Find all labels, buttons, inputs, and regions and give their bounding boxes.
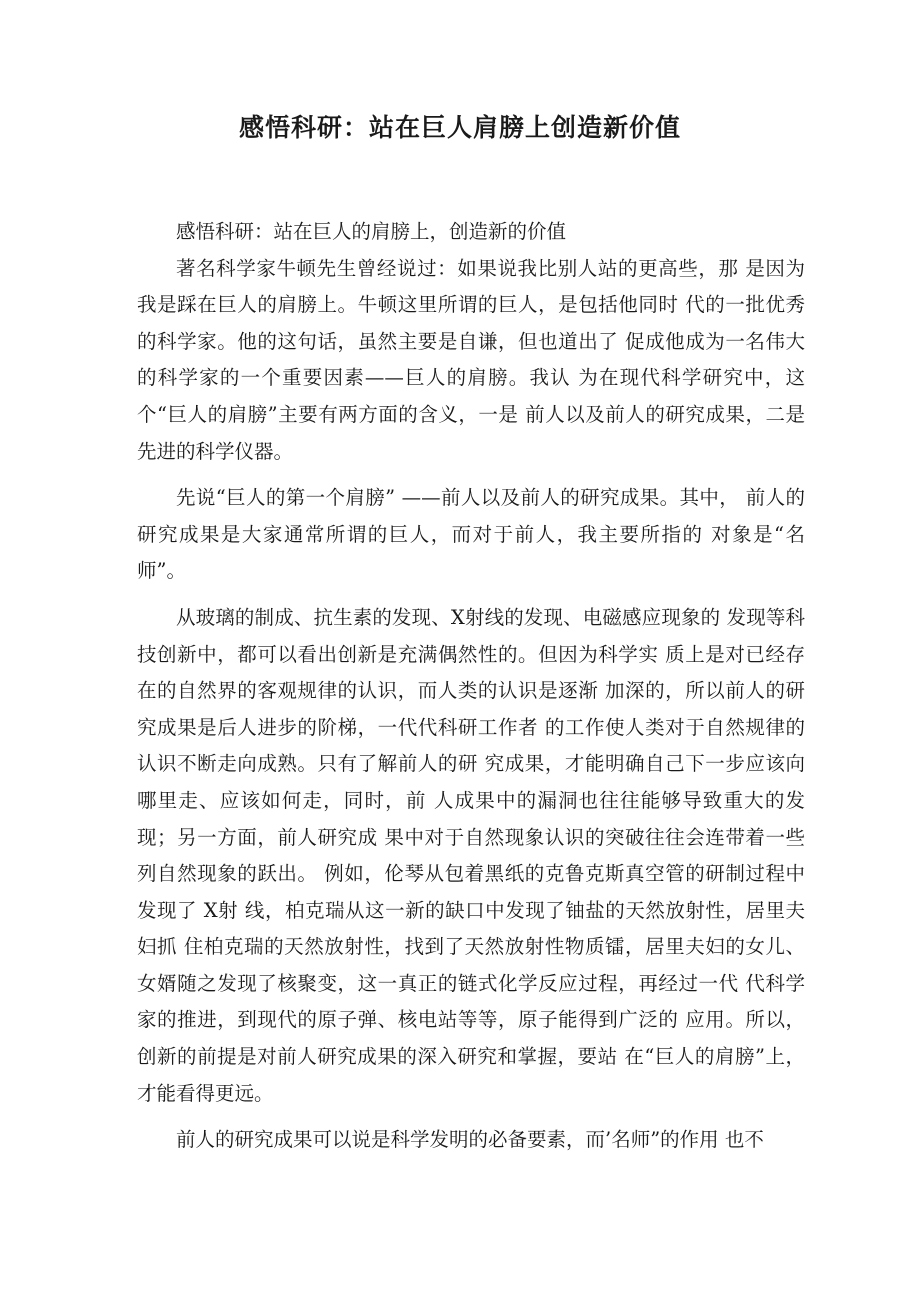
paragraph-discoveries: 从玻璃的制成、抗生素的发现、X射线的发现、电磁感应现象的 发现等科技创新中，都可以看出创新是充满偶然性的。但因为科学实 质上是对已经存在的自然界的客观规律的认识，而人类的认识是逐渐 加深的，所以前人的研究成果是后人进步的阶梯，一代代科研工作者 的工作使人类对于自然规律的认识不断走向成熟。只有了解前人的研 究成果，才能明确自己下一步应该向哪里走、应该如何走，同时，前 人成果中的漏洞也往往能够导致重大的发现；另一方面，前人研究成 果中对于自然现象认识的突破往往会连带着一些列自然现象的跃出。 例如，伦琴从包着黑纸的克鲁克斯真空管的研制过程中发现了 X射 线，柏克瑞从这一新的缺口中发现了铀盐的天然放射性，居里夫妇抓 住柏克瑞的天然放射性，找到了天然放射性物质镭，居里夫妇的女儿、 女婿随之发现了核聚变，这一真正的链式化学反应过程，再经过一代 代科学家的推进，到现代的原子弹、核电站等等，原子能得到广泛的 应用。所以，创新的前提是对前人研究成果的深入研究和掌握，要站 在“巨人的肩膀”上，才能看得更远。 [137, 605, 805, 1105]
document-title: 感悟科研：站在巨人肩膀上创造新价值 [238, 113, 681, 142]
paragraph-first-shoulder: 先说“巨人的第一个肩膀” ——前人以及前人的研究成果。其中， 前人的研究成果是大家通常所谓的巨人，而对于前人，我主要所指的 对象是“名师”。 [137, 486, 805, 583]
paragraph-subtitle: 感悟科研：站在巨人的肩膀上，创造新的价值 [176, 220, 567, 243]
paragraph-gap [137, 470, 805, 480]
document-body [137, 214, 805, 1159]
paragraph-newton-quote: 著名科学家牛顿先生曾经说过：如果说我比别人站的更高些，那 是因为我是踩在巨人的肩膀上。牛顿这里所谓的巨人，是包括他同时 代的一批优秀的科学家。他的这句话，虽然主要是自谦，但也道出了 促成他成为一名伟大的科学家的一个重要因素——巨人的肩膀。我认 为在现代科学研究中，这个“巨人的肩膀”主要有两方面的含义，一是 前人以及前人的研究成果，二是先进的科学仪器。 [137, 256, 805, 463]
paragraph-gap [137, 1112, 805, 1122]
paragraph-gap [137, 590, 805, 600]
paragraph-mentors: 前人的研究成果可以说是科学发明的必备要素，而’名师”的作用 也不 [176, 1128, 764, 1152]
